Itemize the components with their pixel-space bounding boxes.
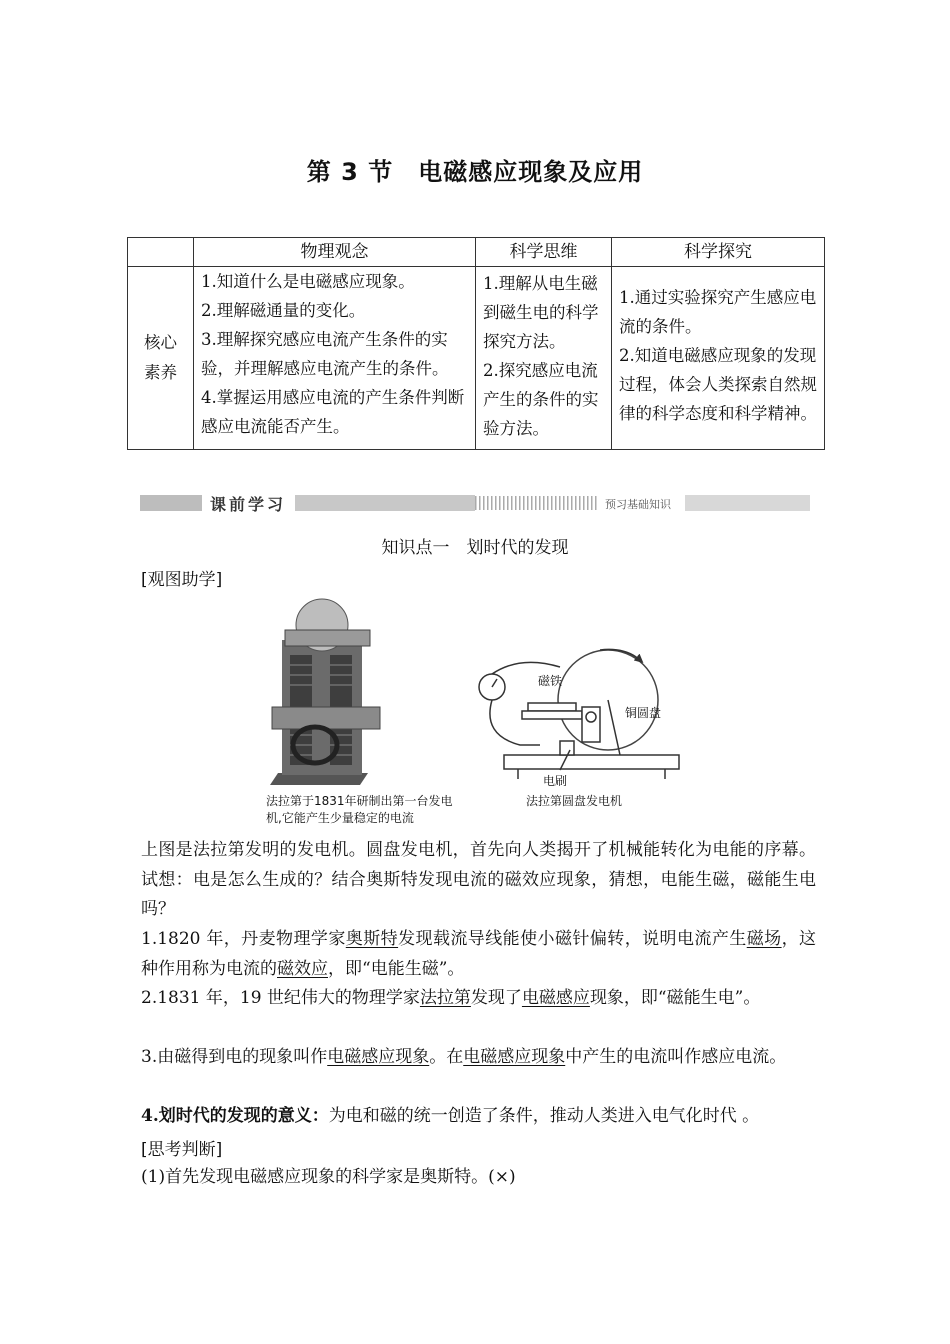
list-item: 2.理解磁通量的变化。 [201, 301, 366, 320]
caption-right: 法拉第圆盘发电机 [526, 794, 623, 808]
table-corner [128, 238, 194, 267]
figure-tag: [观图助学] [141, 570, 223, 590]
header-scientific-inquiry: 科学探究 [612, 238, 825, 267]
banner-label: 课前学习 [210, 495, 287, 514]
col-physics-concept [194, 267, 476, 450]
intro-paragraph: 上图是法拉第发明的发电机。圆盘发电机，首先向人类揭开了机械能转化为电能的序幕。试想：电是怎么生成的？结合奥斯特发现电流的磁效应现象，猜想，电能生磁，磁能生电吗？ [141, 840, 816, 919]
header-physics-concept: 物理观念 [194, 238, 476, 267]
faraday-coil-photo [270, 599, 380, 785]
list-item: 4.掌握运用感应电流的产生条件判断感应电流能否产生。 [201, 388, 465, 436]
section-banner [140, 492, 810, 514]
point-2: 2.1831 年，19 世纪伟大的物理学家法拉第发现了电磁感应现象，即“磁能生电”。 [141, 988, 761, 1008]
point-4: 4.划时代的发现的意义：为电和磁的统一创造了条件，推动人类进入电气化时代 。 [141, 1106, 760, 1126]
banner-subtitle: 预习基础知识 [605, 498, 671, 511]
judge-tag: [思考判断] [141, 1140, 223, 1160]
list-item: 1.通过实验探究产生感应电流的条件。 [619, 288, 817, 336]
header-scientific-thinking: 科学思维 [476, 238, 612, 267]
figure [260, 595, 680, 830]
question-1: (1)首先发现电磁感应现象的科学家是奥斯特。(×) [141, 1167, 516, 1187]
list-item: 1.理解从电生磁到磁生电的科学探究方法。 [483, 274, 599, 351]
caption-left: 法拉第于1831年研制出第一台发电机,它能产生少量稳定的电流 [266, 794, 453, 825]
list-item: 1.知道什么是电磁感应现象。 [201, 272, 415, 291]
list-item: 2.知道电磁感应现象的发现过程，体会人类探索自然规律的科学态度和科学精神。 [619, 346, 817, 423]
col-scientific-inquiry [612, 267, 825, 450]
label-brush: 电刷 [543, 774, 568, 788]
page-title: 第 3 节 电磁感应现象及应用 [306, 158, 644, 186]
label-magnet: 磁铁 [538, 674, 563, 688]
label-copper-disk: 铜圆盘 [625, 706, 662, 720]
point-3: 3.由磁得到电的现象叫作电磁感应现象。在电磁感应现象中产生的电流叫作感应电流。 [141, 1047, 787, 1067]
col-scientific-thinking [476, 267, 612, 450]
row-label: 核心素养 [128, 267, 194, 450]
list-item: 3.理解探究感应电流产生条件的实验，并理解感应电流产生的条件。 [201, 330, 449, 378]
list-item: 2.探究感应电流产生的条件的实验方法。 [483, 361, 599, 438]
core-competency-table [127, 237, 825, 450]
generator-illustration [260, 595, 680, 795]
point-1: 1.1820 年，丹麦物理学家奥斯特发现载流导线能使小磁针偏转，说明电流产生磁场，这种作用称为电流的磁效应，即“电能生磁”。 [141, 929, 817, 979]
section-title: 知识点一 划时代的发现 [381, 538, 569, 558]
